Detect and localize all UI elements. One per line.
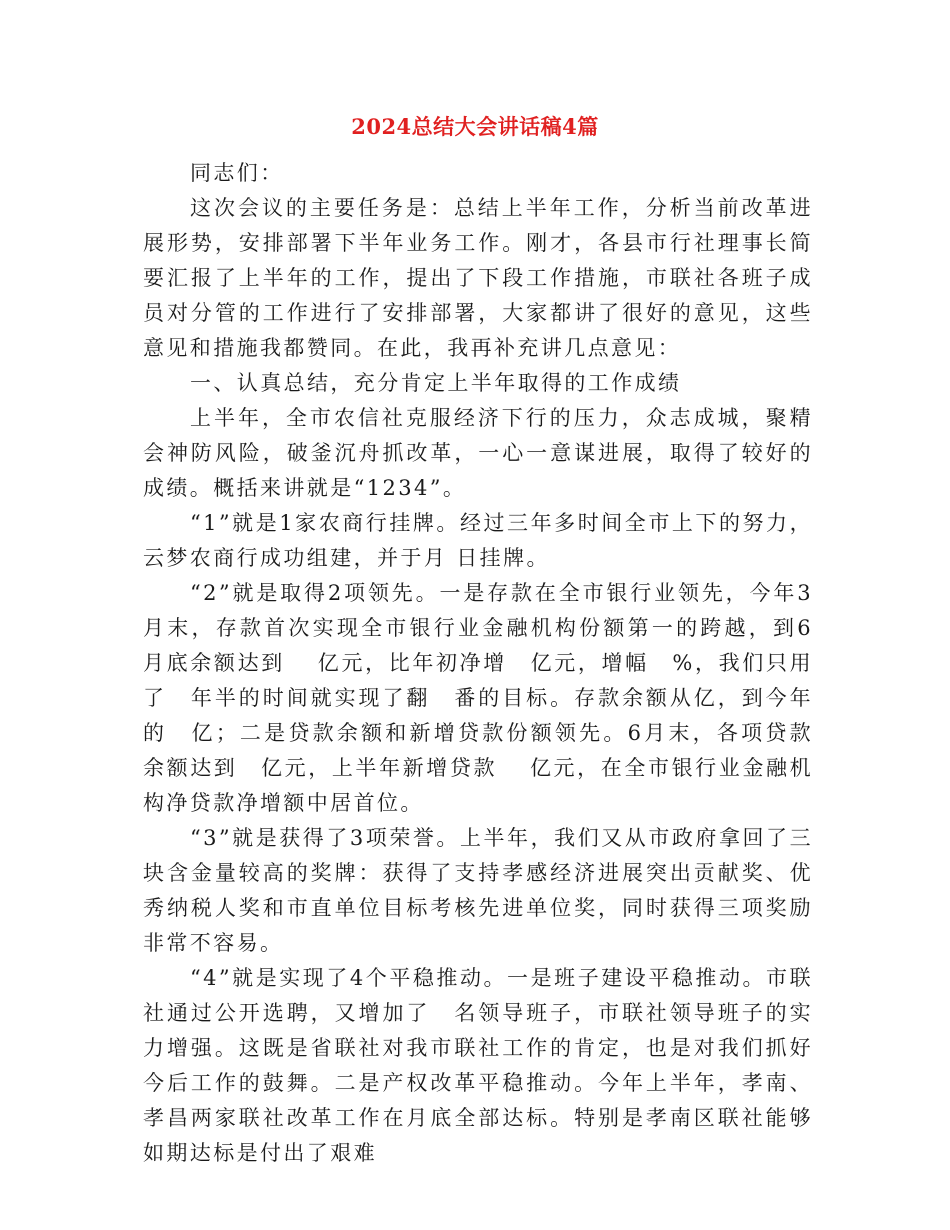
paragraph-point-3: “3”就是获得了3项荣誉。上半年，我们又从市政府拿回了三块含金量较高的奖牌：获得了支持孝感经济进展突出贡献奖、优秀纳税人奖和市直单位目标考核先进单位奖，同时获得三项奖励非常不容易。 [143, 826, 813, 955]
paragraph-meeting-task: 这次会议的主要任务是：总结上半年工作，分析当前改革进展形势，安排部署下半年业务工作。刚才，各县市行社理事长简要汇报了上半年的工作，提出了下段工作措施，市联社各班子成员对分管的工作进行了安排部署，大家都讲了很好的意见，这些意见和措施我都赞同。在此，我再补充讲几点意见： [143, 196, 813, 360]
paragraph-point-4: “4”就是实现了4个平稳推动。一是班子建设平稳推动。市联社通过公开选聘，又增加了 名领导班子，市联社领导班子的实力增强。这既是省联社对我市联社工作的肯定，也是对我们抓好今后工作的鼓舞。二是产权改革平稳推动。今年上半年，孝南、孝昌两家联社改革工作在月底全部达标。特别是孝南区联社能够如期达标是付出了艰难 [143, 966, 813, 1165]
section-heading-1: 一、认真总结，充分肯定上半年取得的工作成绩 [190, 371, 682, 395]
paragraph-point-2: “2”就是取得2项领先。一是存款在全市银行业领先，今年3月末，存款首次实现全市银行业金融机构份额第一的跨越，到6月底余额达到 亿元，比年初净增 亿元，增幅 %，我们只用了 年半的时间就实现了翻 番的目标。存款余额从亿，到今年的 亿；二是贷款余额和新增贷款份额领先。6月末，各项贷款余额达到 亿元，上半年新增贷款 亿元，在全市银行业金融机构净贷款净增额中居首位。 [143, 581, 813, 815]
paragraph-salutation: 同志们： [190, 161, 284, 185]
paragraph-point-1: “1”就是1家农商行挂牌。经过三年多时间全市上下的努力，云梦农商行成功组建，并于月 日挂牌。 [143, 511, 813, 570]
paragraph-first-half: 上半年，全市农信社克服经济下行的压力，众志成城，聚精会神防风险，破釜沉舟抓改革，一心一意谋进展，取得了较好的成绩。概括来讲就是“1234”。 [143, 406, 813, 500]
document-body [143, 156, 813, 1171]
document-title: 2024总结大会讲话稿4篇 [351, 114, 599, 139]
